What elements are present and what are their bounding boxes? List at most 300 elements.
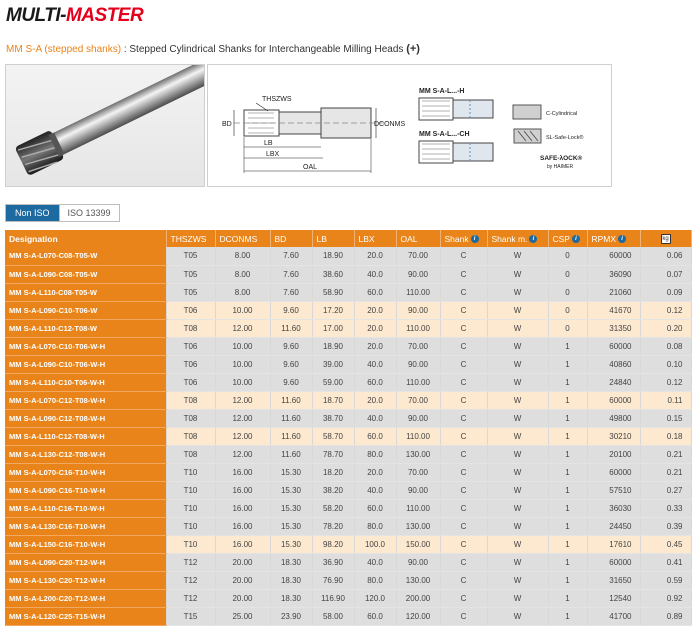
cell-dconms: 25.00 (215, 607, 270, 625)
cell-rpmx: 24840 (587, 373, 640, 391)
table-row[interactable] (5, 283, 691, 301)
cell-rpmx: 60000 (587, 337, 640, 355)
cell-dconms: 16.00 (215, 481, 270, 499)
cell-weight: 0.20 (640, 319, 691, 337)
cell-shank-m: W (487, 409, 548, 427)
cell-weight: 0.15 (640, 409, 691, 427)
cell-shank: C (440, 535, 487, 553)
cell-thszws: T06 (166, 373, 215, 391)
cell-csp: 0 (548, 265, 587, 283)
cell-thszws: T12 (166, 589, 215, 607)
cell-weight: 0.41 (640, 553, 691, 571)
cell-thszws: T12 (166, 553, 215, 571)
cell-rpmx: 41670 (587, 301, 640, 319)
cell-rpmx: 31650 (587, 571, 640, 589)
info-icon[interactable]: i (529, 235, 537, 243)
legend-cylindrical: C-Cylindrical (546, 111, 578, 117)
cell-lbx: 20.0 (354, 337, 396, 355)
cell-thszws: T10 (166, 535, 215, 553)
cell-bd: 15.30 (270, 481, 312, 499)
cell-rpmx: 17610 (587, 535, 640, 553)
col-csp[interactable] (548, 230, 587, 247)
col-shank-m[interactable] (487, 230, 548, 247)
cell-lb: 18.90 (312, 337, 354, 355)
cell-lbx: 60.0 (354, 283, 396, 301)
product-code-link[interactable]: MM S-A (stepped shanks) (6, 44, 122, 55)
expand-plus-button[interactable]: (+) (406, 43, 420, 55)
col-lbx[interactable]: LBX (354, 230, 396, 247)
table-row[interactable] (5, 391, 691, 409)
cell-weight: 0.07 (640, 265, 691, 283)
cell-dconms: 16.00 (215, 517, 270, 535)
cell-dconms: 16.00 (215, 499, 270, 517)
cell-oal: 200.00 (396, 589, 440, 607)
cell-oal: 70.00 (396, 337, 440, 355)
table-row[interactable] (5, 319, 691, 337)
cell-thszws: T05 (166, 265, 215, 283)
cell-csp: 1 (548, 607, 587, 625)
cell-thszws: T10 (166, 517, 215, 535)
cell-designation[interactable]: MM S-A-L070-C16-T10-W-H (5, 463, 166, 481)
tool-shank-illustration (6, 65, 205, 187)
cell-oal: 150.00 (396, 535, 440, 553)
cell-oal: 70.00 (396, 463, 440, 481)
cell-csp: 0 (548, 247, 587, 265)
cell-oal: 90.00 (396, 553, 440, 571)
tab-non-iso[interactable]: Non ISO (6, 205, 59, 221)
cell-csp: 1 (548, 373, 587, 391)
cell-csp: 1 (548, 517, 587, 535)
cell-lbx: 40.0 (354, 553, 396, 571)
cell-lbx: 40.0 (354, 481, 396, 499)
col-rpmx[interactable] (587, 230, 640, 247)
cell-csp: 1 (548, 535, 587, 553)
table-row[interactable] (5, 499, 691, 517)
cell-oal: 90.00 (396, 301, 440, 319)
col-dconms[interactable]: DCONMS (215, 230, 270, 247)
cell-oal: 110.00 (396, 499, 440, 517)
cell-rpmx: 12540 (587, 589, 640, 607)
cell-designation[interactable]: MM S-A-L090-C10-T06-W-H (5, 355, 166, 373)
cell-shank-m: W (487, 535, 548, 553)
cell-rpmx: 31350 (587, 319, 640, 337)
cell-thszws: T10 (166, 481, 215, 499)
cell-bd: 9.60 (270, 373, 312, 391)
cell-dconms: 8.00 (215, 283, 270, 301)
cell-shank: C (440, 391, 487, 409)
cell-lb: 38.60 (312, 265, 354, 283)
table-row[interactable] (5, 481, 691, 499)
cell-dconms: 8.00 (215, 265, 270, 283)
info-icon[interactable]: i (618, 235, 626, 243)
cell-lbx: 20.0 (354, 319, 396, 337)
table-row[interactable] (5, 445, 691, 463)
cell-lb: 39.00 (312, 355, 354, 373)
cell-lbx: 60.0 (354, 607, 396, 625)
cell-csp: 1 (548, 409, 587, 427)
brand-logo (6, 5, 143, 27)
cell-rpmx: 60000 (587, 247, 640, 265)
cell-shank-m: W (487, 283, 548, 301)
cell-bd: 18.30 (270, 571, 312, 589)
cell-bd: 11.60 (270, 445, 312, 463)
col-thszws[interactable]: THSZWS (166, 230, 215, 247)
table-row[interactable] (5, 247, 691, 265)
cell-csp: 1 (548, 589, 587, 607)
cell-shank-m: W (487, 589, 548, 607)
cell-rpmx: 36030 (587, 499, 640, 517)
cell-csp: 1 (548, 445, 587, 463)
legend-safe-lock: SL-Safe-Lock® (546, 135, 584, 141)
product-table (5, 230, 692, 626)
cell-bd: 7.60 (270, 283, 312, 301)
cell-lbx: 20.0 (354, 391, 396, 409)
cell-rpmx: 41700 (587, 607, 640, 625)
cell-dconms: 10.00 (215, 301, 270, 319)
cell-weight: 0.18 (640, 427, 691, 445)
cell-lb: 18.20 (312, 463, 354, 481)
cell-thszws: T08 (166, 391, 215, 409)
brand-part2: MASTER (65, 5, 144, 26)
product-image (5, 64, 205, 187)
table-row[interactable] (5, 265, 691, 283)
cell-weight: 0.10 (640, 355, 691, 373)
cell-lbx: 20.0 (354, 301, 396, 319)
cell-lb: 58.90 (312, 283, 354, 301)
cell-shank: C (440, 553, 487, 571)
label-oal: OAL (303, 164, 318, 171)
cell-shank-m: W (487, 355, 548, 373)
label-lb: LB (264, 140, 273, 147)
cell-oal: 90.00 (396, 265, 440, 283)
cell-weight: 0.27 (640, 481, 691, 499)
col-lb[interactable]: LB (312, 230, 354, 247)
col-shank[interactable] (440, 230, 487, 247)
cell-csp: 1 (548, 481, 587, 499)
cell-dconms: 12.00 (215, 319, 270, 337)
cell-designation[interactable]: MM S-A-L200-C20-T12-W-H (5, 589, 166, 607)
cell-lbx: 80.0 (354, 517, 396, 535)
table-row[interactable] (5, 571, 691, 589)
cell-dconms: 12.00 (215, 445, 270, 463)
cell-shank-m: W (487, 427, 548, 445)
cell-rpmx: 40860 (587, 355, 640, 373)
cell-thszws: T06 (166, 301, 215, 319)
cell-shank-m: W (487, 319, 548, 337)
cell-oal: 130.00 (396, 571, 440, 589)
table-row[interactable] (5, 373, 691, 391)
page-subtitle (6, 43, 420, 56)
cell-oal: 90.00 (396, 409, 440, 427)
cell-dconms: 20.00 (215, 571, 270, 589)
cell-shank-m: W (487, 571, 548, 589)
haimer-logo: by HAIMER (547, 164, 574, 170)
cell-dconms: 12.00 (215, 409, 270, 427)
cell-csp: 1 (548, 463, 587, 481)
cell-lbx: 20.0 (354, 463, 396, 481)
cell-shank: C (440, 337, 487, 355)
cell-designation[interactable]: MM S-A-L070-C10-T06-W-H (5, 337, 166, 355)
cell-thszws: T05 (166, 247, 215, 265)
cell-rpmx: 60000 (587, 463, 640, 481)
label-lbx: LBX (266, 151, 280, 158)
cell-csp: 1 (548, 355, 587, 373)
cell-dconms: 10.00 (215, 337, 270, 355)
label-dconms: DCONMS (374, 121, 406, 128)
cell-lb: 17.20 (312, 301, 354, 319)
cell-oal: 70.00 (396, 391, 440, 409)
cell-dconms: 20.00 (215, 589, 270, 607)
table-row[interactable] (5, 337, 691, 355)
cell-bd: 18.30 (270, 553, 312, 571)
col-oal[interactable]: OAL (396, 230, 440, 247)
col-shank-label: Shank (444, 233, 469, 244)
cell-thszws: T08 (166, 427, 215, 445)
cell-designation[interactable]: MM S-A-L110-C12-T08-W (5, 319, 166, 337)
cell-rpmx: 57510 (587, 481, 640, 499)
cell-shank: C (440, 499, 487, 517)
cell-csp: 1 (548, 499, 587, 517)
cell-lbx: 80.0 (354, 571, 396, 589)
table-row[interactable] (5, 607, 691, 625)
cell-rpmx: 21060 (587, 283, 640, 301)
table-row[interactable] (5, 553, 691, 571)
cell-bd: 9.60 (270, 355, 312, 373)
cell-designation[interactable]: MM S-A-L110-C10-T06-W-H (5, 373, 166, 391)
table-row[interactable] (5, 409, 691, 427)
cell-dconms: 16.00 (215, 535, 270, 553)
cell-weight: 0.09 (640, 283, 691, 301)
cell-csp: 1 (548, 337, 587, 355)
cell-bd: 15.30 (270, 499, 312, 517)
cell-shank: C (440, 247, 487, 265)
cell-csp: 1 (548, 553, 587, 571)
cell-lb: 36.90 (312, 553, 354, 571)
cell-shank-m: W (487, 247, 548, 265)
cell-lb: 17.00 (312, 319, 354, 337)
cell-designation[interactable]: MM S-A-L110-C08-T05-W (5, 283, 166, 301)
col-shank-m-label: Shank m. (491, 233, 528, 244)
label-bd: BD (222, 121, 232, 128)
table-row[interactable] (5, 427, 691, 445)
cell-thszws: T08 (166, 445, 215, 463)
cell-shank: C (440, 463, 487, 481)
technical-drawing (207, 64, 612, 187)
tab-iso-13399[interactable]: ISO 13399 (59, 205, 119, 221)
cell-shank-m: W (487, 373, 548, 391)
cell-dconms: 16.00 (215, 463, 270, 481)
col-csp-label: CSP (552, 233, 570, 244)
cell-weight: 0.12 (640, 373, 691, 391)
cell-designation[interactable]: MM S-A-L090-C16-T10-W-H (5, 481, 166, 499)
safelock-logo: SAFE-λOCK® (540, 155, 583, 162)
cell-designation[interactable]: MM S-A-L110-C12-T08-W-H (5, 427, 166, 445)
cell-lb: 58.20 (312, 499, 354, 517)
cell-lbx: 80.0 (354, 445, 396, 463)
cell-bd: 7.60 (270, 265, 312, 283)
cell-bd: 11.60 (270, 319, 312, 337)
cell-bd: 15.30 (270, 463, 312, 481)
cell-rpmx: 36090 (587, 265, 640, 283)
cell-thszws: T08 (166, 409, 215, 427)
cell-lbx: 40.0 (354, 355, 396, 373)
cell-rpmx: 60000 (587, 553, 640, 571)
cell-shank: C (440, 319, 487, 337)
col-designation[interactable]: Designation (5, 230, 166, 247)
cell-weight: 0.12 (640, 301, 691, 319)
cell-lbx: 60.0 (354, 499, 396, 517)
cell-shank: C (440, 517, 487, 535)
cell-lbx: 120.0 (354, 589, 396, 607)
subtitle-text: : Stepped Cylindrical Shanks for Interchangeable Milling Heads (121, 44, 407, 55)
cell-lbx: 60.0 (354, 373, 396, 391)
cell-lb: 78.20 (312, 517, 354, 535)
cell-shank-m: W (487, 445, 548, 463)
cell-designation[interactable]: MM S-A-L090-C10-T06-W (5, 301, 166, 319)
cell-lbx: 40.0 (354, 409, 396, 427)
cell-thszws: T15 (166, 607, 215, 625)
col-bd[interactable]: BD (270, 230, 312, 247)
cell-bd: 7.60 (270, 247, 312, 265)
cell-rpmx: 49800 (587, 409, 640, 427)
label-thszws: THSZWS (262, 96, 292, 103)
cell-lbx: 60.0 (354, 427, 396, 445)
cell-shank: C (440, 481, 487, 499)
cell-oal: 120.00 (396, 607, 440, 625)
cell-shank-m: W (487, 265, 548, 283)
cell-csp: 0 (548, 319, 587, 337)
cell-lb: 76.90 (312, 571, 354, 589)
cell-designation[interactable]: MM S-A-L070-C08-T05-W (5, 247, 166, 265)
cell-lbx: 40.0 (354, 265, 396, 283)
cell-oal: 110.00 (396, 283, 440, 301)
cell-shank: C (440, 265, 487, 283)
cell-thszws: T12 (166, 571, 215, 589)
cell-weight: 0.11 (640, 391, 691, 409)
cell-shank-m: W (487, 607, 548, 625)
cell-designation[interactable]: MM S-A-L110-C16-T10-W-H (5, 499, 166, 517)
cell-bd: 11.60 (270, 427, 312, 445)
cell-lb: 116.90 (312, 589, 354, 607)
cell-shank: C (440, 301, 487, 319)
cell-lb: 18.90 (312, 247, 354, 265)
cell-shank: C (440, 409, 487, 427)
cell-thszws: T08 (166, 319, 215, 337)
cell-thszws: T10 (166, 499, 215, 517)
cell-lb: 59.00 (312, 373, 354, 391)
cell-shank-m: W (487, 463, 548, 481)
cell-bd: 15.30 (270, 535, 312, 553)
cell-shank-m: W (487, 481, 548, 499)
cell-csp: 0 (548, 301, 587, 319)
cell-shank-m: W (487, 553, 548, 571)
cell-dconms: 10.00 (215, 373, 270, 391)
col-rpmx-label: RPMX (591, 233, 617, 244)
table-row[interactable] (5, 589, 691, 607)
cell-lb: 98.20 (312, 535, 354, 553)
dimension-diagram (208, 65, 612, 187)
cell-designation[interactable]: MM S-A-L130-C16-T10-W-H (5, 517, 166, 535)
cell-shank-m: W (487, 499, 548, 517)
cell-shank: C (440, 607, 487, 625)
cell-shank-m: W (487, 517, 548, 535)
cell-csp: 1 (548, 427, 587, 445)
info-icon[interactable]: i (572, 235, 580, 243)
cell-lbx: 100.0 (354, 535, 396, 553)
cell-shank-m: W (487, 337, 548, 355)
cell-designation[interactable]: MM S-A-L070-C12-T08-W-H (5, 391, 166, 409)
cell-lb: 58.00 (312, 607, 354, 625)
cell-dconms: 20.00 (215, 553, 270, 571)
cell-oal: 90.00 (396, 481, 440, 499)
table-row[interactable] (5, 517, 691, 535)
cell-shank: C (440, 283, 487, 301)
cell-csp: 1 (548, 391, 587, 409)
cell-lb: 78.70 (312, 445, 354, 463)
cell-weight: 0.33 (640, 499, 691, 517)
cell-oal: 130.00 (396, 517, 440, 535)
cell-rpmx: 30210 (587, 427, 640, 445)
cell-shank: C (440, 589, 487, 607)
cell-csp: 0 (548, 283, 587, 301)
cell-shank: C (440, 445, 487, 463)
cell-lbx: 20.0 (354, 247, 396, 265)
cell-oal: 70.00 (396, 247, 440, 265)
cell-designation[interactable]: MM S-A-L150-C16-T10-W-H (5, 535, 166, 553)
info-icon[interactable]: i (471, 235, 479, 243)
cell-dconms: 12.00 (215, 427, 270, 445)
cell-designation[interactable]: MM S-A-L090-C08-T05-W (5, 265, 166, 283)
cell-weight: 0.21 (640, 463, 691, 481)
cell-thszws: T10 (166, 463, 215, 481)
cell-lb: 58.70 (312, 427, 354, 445)
cell-shank-m: W (487, 391, 548, 409)
cell-oal: 110.00 (396, 373, 440, 391)
table-row[interactable] (5, 463, 691, 481)
cell-dconms: 8.00 (215, 247, 270, 265)
cell-designation[interactable]: MM S-A-L130-C20-T12-W-H (5, 571, 166, 589)
cell-oal: 110.00 (396, 427, 440, 445)
cell-oal: 90.00 (396, 355, 440, 373)
table-row[interactable] (5, 355, 691, 373)
table-header-row (5, 230, 691, 247)
label-variant-ch: MM S-A-L...-CH (419, 131, 470, 138)
cell-designation[interactable]: MM S-A-L120-C25-T15-W-H (5, 607, 166, 625)
cell-designation[interactable]: MM S-A-L130-C12-T08-W-H (5, 445, 166, 463)
cell-shank: C (440, 427, 487, 445)
brand-part1: MULTI- (6, 5, 66, 26)
col-weight[interactable] (640, 230, 691, 247)
cell-designation[interactable]: MM S-A-L090-C20-T12-W-H (5, 553, 166, 571)
cell-lb: 38.20 (312, 481, 354, 499)
table-row[interactable] (5, 301, 691, 319)
cell-bd: 15.30 (270, 517, 312, 535)
cell-bd: 9.60 (270, 301, 312, 319)
cell-rpmx: 60000 (587, 391, 640, 409)
cell-dconms: 10.00 (215, 355, 270, 373)
cell-shank: C (440, 355, 487, 373)
cell-lb: 18.70 (312, 391, 354, 409)
cell-weight: 0.08 (640, 337, 691, 355)
standard-tabs (5, 204, 120, 222)
cell-designation[interactable]: MM S-A-L090-C12-T08-W-H (5, 409, 166, 427)
table-row[interactable] (5, 535, 691, 553)
cell-bd: 18.30 (270, 589, 312, 607)
cell-bd: 9.60 (270, 337, 312, 355)
cell-thszws: T05 (166, 283, 215, 301)
cell-shank: C (440, 373, 487, 391)
cell-bd: 11.60 (270, 409, 312, 427)
